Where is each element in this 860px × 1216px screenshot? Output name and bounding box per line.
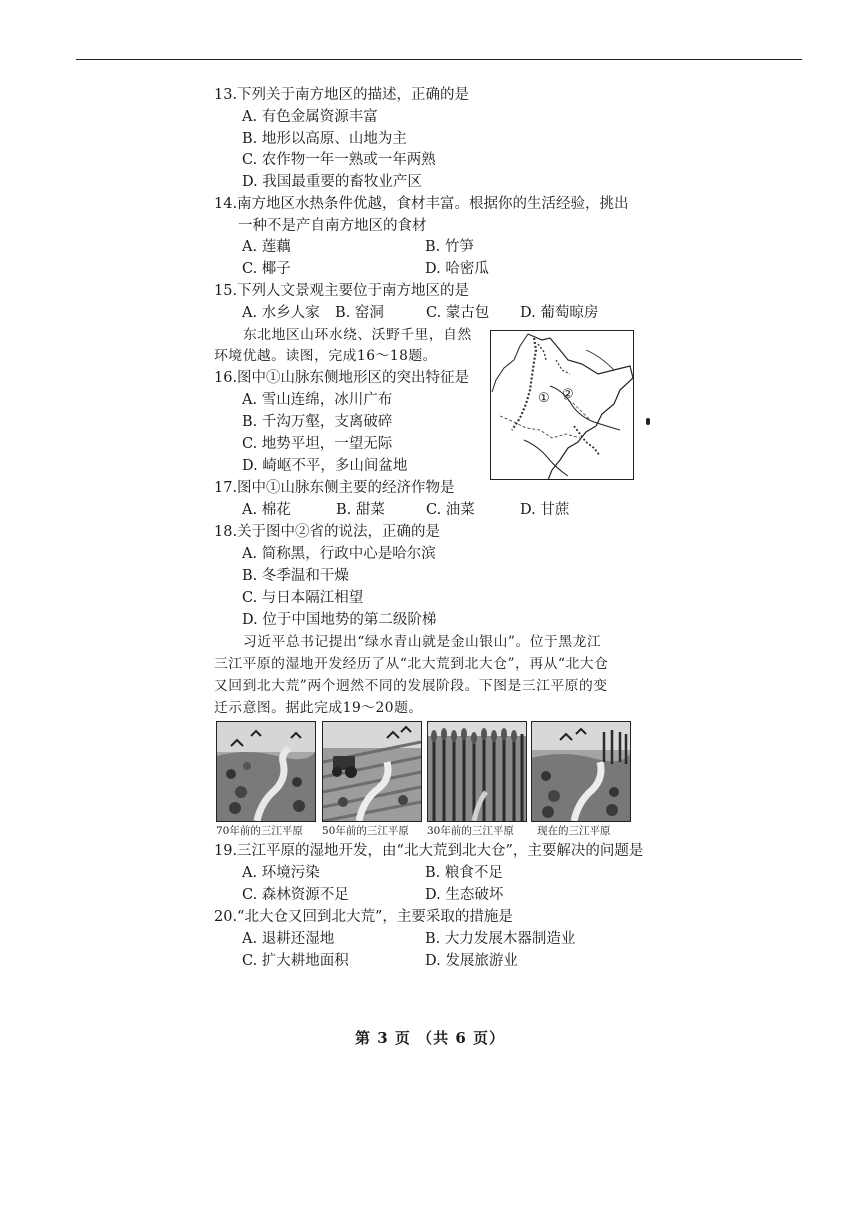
q14-option-c: C. 椰子 — [242, 261, 291, 277]
q13-option-a: A. 有色金属资源丰富 — [242, 109, 378, 125]
panel-70-years-ago — [216, 721, 316, 822]
caption-present: 现在的三江平原 — [537, 825, 611, 837]
intro19-line2: 三江平原的湿地开发经历了从“北大荒到北大仓”，再从“北大仓 — [214, 656, 609, 672]
q20-option-c: C. 扩大耕地面积 — [242, 953, 349, 969]
q18-stem: 18.关于图中②省的说法，正确的是 — [214, 524, 441, 540]
q17-stem: 17.图中①山脉东侧主要的经济作物是 — [214, 480, 455, 496]
q17-option-d: D. 甘蔗 — [520, 502, 570, 518]
q19-option-d: D. 生态破坏 — [425, 887, 504, 903]
q14-option-b: B. 竹笋 — [425, 239, 474, 255]
header-rule — [76, 59, 802, 60]
q13-option-d: D. 我国最重要的畜牧业产区 — [242, 174, 422, 190]
panel-present — [531, 721, 631, 822]
q17-option-c: C. 油菜 — [426, 502, 475, 518]
q14-option-d: D. 哈密瓜 — [425, 261, 489, 277]
intro19-line4: 迁示意图。据此完成19～20题。 — [214, 700, 423, 716]
caption-50-years: 50年前的三江平原 — [322, 825, 409, 837]
q18-option-a: A. 简称黑，行政中心是哈尔滨 — [242, 546, 436, 562]
page-number: 第 3 页 （共 6 页） — [355, 1029, 505, 1047]
q16-option-a: A. 雪山连绵，冰川广布 — [242, 392, 393, 408]
panel-50-years-ago — [322, 721, 422, 822]
q18-option-b: B. 冬季温和干燥 — [242, 568, 349, 584]
intro16-line2: 环境优越。读图，完成16～18题。 — [214, 348, 437, 364]
intro19-line1: 习近平总书记提出“绿水青山就是金山银山”。位于黑龙江 — [243, 634, 602, 650]
q18-option-d: D. 位于中国地势的第二级阶梯 — [242, 612, 437, 628]
q15-option-d: D. 葡萄晾房 — [520, 305, 599, 321]
q19-stem: 19.三江平原的湿地开发，由“北大荒到北大仓”，主要解决的问题是 — [214, 843, 644, 859]
q19-option-b: B. 粮食不足 — [425, 865, 503, 881]
q15-stem: 15.下列人文景观主要位于南方地区的是 — [214, 283, 470, 299]
q16-option-b: B. 千沟万壑，支离破碎 — [242, 414, 393, 430]
q17-option-b: B. 甜菜 — [336, 502, 385, 518]
q15-option-b: B. 窑洞 — [335, 305, 384, 321]
intro16-line1: 东北地区山环水绕、沃野千里，自然 — [243, 327, 472, 343]
q16-option-d: D. 崎岖不平，多山间盆地 — [242, 458, 408, 474]
q15-option-a: A. 水乡人家 — [242, 305, 320, 321]
q14-option-a: A. 莲藕 — [242, 239, 291, 255]
q15-option-c: C. 蒙古包 — [426, 305, 490, 321]
northeast-china-map — [490, 330, 634, 480]
panel-30-years-ago — [427, 721, 527, 822]
q20-option-b: B. 大力发展木器制造业 — [425, 931, 576, 947]
map-label-1: ① — [538, 391, 550, 406]
stray-mark — [646, 418, 650, 425]
caption-70-years: 70年前的三江平原 — [216, 825, 303, 837]
q17-option-a: A. 棉花 — [242, 502, 291, 518]
map-label-2: ② — [562, 387, 574, 402]
q20-option-d: D. 发展旅游业 — [425, 953, 518, 969]
q16-stem: 16.图中①山脉东侧地形区的突出特征是 — [214, 370, 470, 386]
intro19-line3: 又回到北大荒”两个迥然不同的发展阶段。下图是三江平原的变 — [214, 678, 608, 694]
q19-option-c: C. 森林资源不足 — [242, 887, 349, 903]
q18-option-c: C. 与日本隔江相望 — [242, 590, 364, 606]
q14-stem-line1: 14.南方地区水热条件优越，食材丰富。根据你的生活经验，挑出 — [214, 196, 629, 212]
q13-option-b: B. 地形以高原、山地为主 — [242, 131, 407, 147]
q19-option-a: A. 环境污染 — [242, 865, 320, 881]
q16-option-c: C. 地势平坦，一望无际 — [242, 436, 393, 452]
q20-stem: 20.“北大仓又回到北大荒”，主要采取的措施是 — [214, 909, 513, 925]
q13-option-c: C. 农作物一年一熟或一年两熟 — [242, 152, 436, 168]
q14-stem-line2: 一种不是产自南方地区的食材 — [238, 218, 427, 234]
caption-30-years: 30年前的三江平原 — [427, 825, 514, 837]
q20-option-a: A. 退耕还湿地 — [242, 931, 335, 947]
q13-stem: 13.下列关于南方地区的描述，正确的是 — [214, 87, 470, 103]
